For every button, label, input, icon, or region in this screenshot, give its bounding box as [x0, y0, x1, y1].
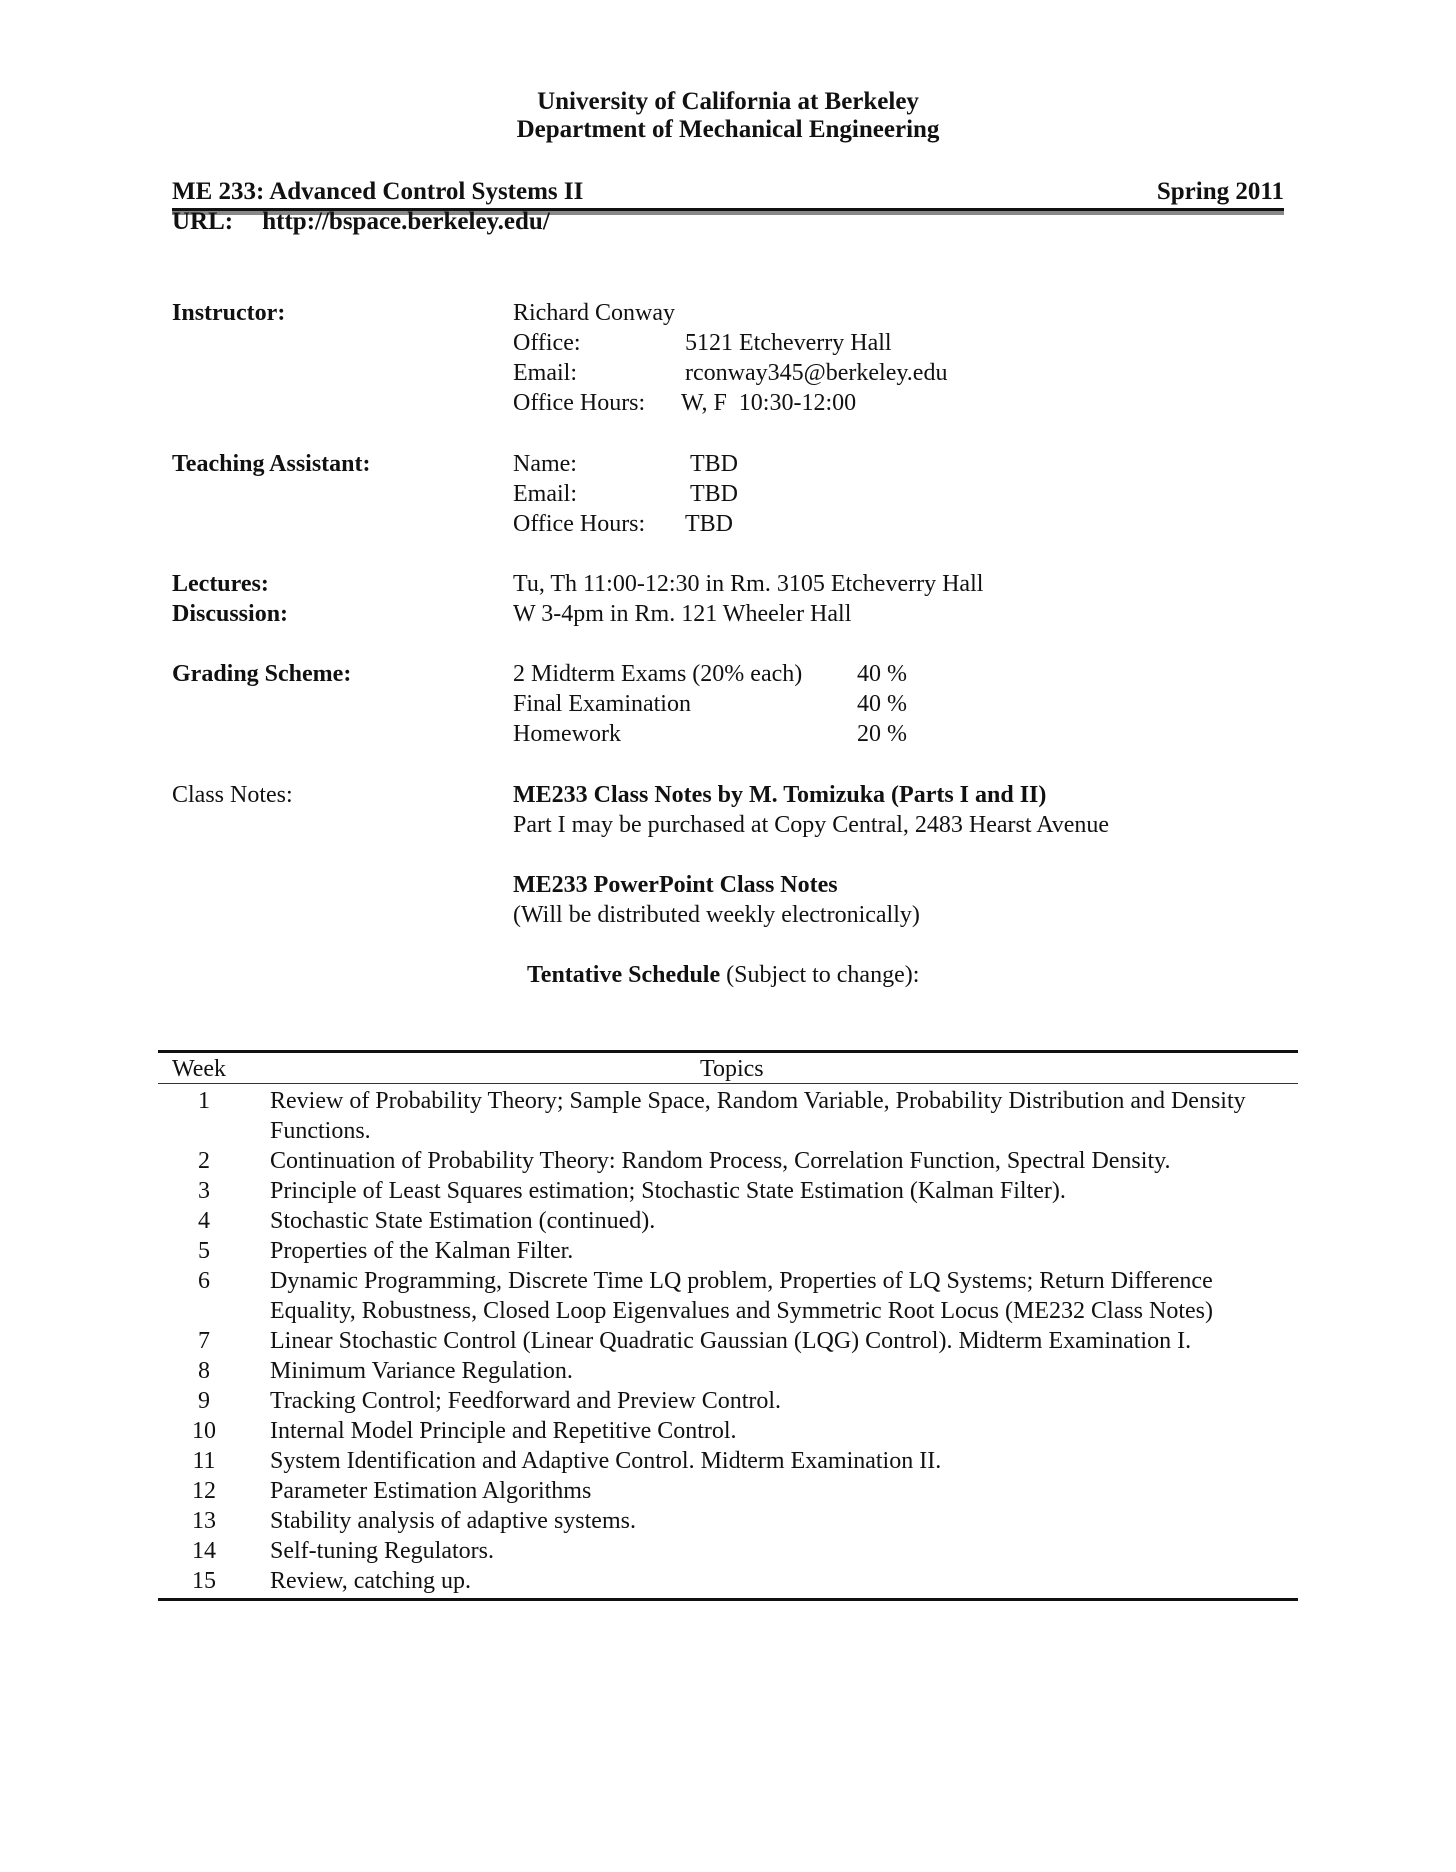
instructor-name: Richard Conway	[513, 300, 675, 326]
week-topic: Review, catching up.	[270, 1568, 472, 1594]
department-name: Department of Mechanical Engineering	[516, 116, 940, 143]
lectures-value: Tu, Th 11:00-12:30 in Rm. 3105 Etcheverry Hall	[513, 571, 984, 597]
grading-item-name: Final Examination	[513, 691, 691, 717]
week-number: 1	[198, 1088, 210, 1114]
grading-item	[513, 721, 907, 748]
week-number: 15	[192, 1568, 216, 1594]
ta-hours-label: Office Hours:	[513, 511, 646, 537]
week-topic: Continuation of Probability Theory: Random Process, Correlation Function, Spectral Density.	[270, 1148, 1171, 1174]
grading-item	[513, 661, 907, 688]
week-number: 7	[198, 1328, 210, 1354]
table-header-rule	[158, 1083, 1298, 1084]
schedule-heading	[527, 962, 919, 989]
class-notes-book-title: ME233 Class Notes by M. Tomizuka (Parts I and II)	[513, 782, 1047, 808]
week-number: 10	[192, 1418, 216, 1444]
grading-item-name: 2 Midterm Exams (20% each)	[513, 661, 803, 687]
week-number: 12	[192, 1478, 216, 1504]
course-title: ME 233: Advanced Control Systems II	[172, 178, 584, 205]
class-notes-label: Class Notes:	[172, 782, 293, 808]
url-label: URL:	[172, 208, 234, 235]
week-topic: Stochastic State Estimation (continued).	[270, 1208, 656, 1234]
week-topic: Self-tuning Regulators.	[270, 1538, 494, 1564]
table-bottom-rule	[158, 1598, 1298, 1601]
column-header-topics: Topics	[700, 1056, 764, 1082]
instructor-hours: W, F 10:30-12:00	[681, 390, 857, 416]
ta-hours-row	[513, 511, 733, 538]
week-topic: Linear Stochastic Control (Linear Quadratic Gaussian (LQG) Control). Midterm Examination I.	[270, 1328, 1192, 1354]
week-number: 13	[192, 1508, 216, 1534]
email-label: Email:	[513, 360, 577, 386]
discussion-label: Discussion:	[172, 601, 289, 627]
column-header-week: Week	[172, 1056, 227, 1082]
instructor-hours-row	[513, 390, 856, 417]
week-topic: Stability analysis of adaptive systems.	[270, 1508, 636, 1534]
course-url-row	[172, 208, 550, 236]
week-topic: System Identification and Adaptive Control. Midterm Examination II.	[270, 1448, 942, 1474]
instructor-email-row	[513, 360, 947, 387]
week-number: 5	[198, 1238, 210, 1264]
grading-label: Grading Scheme:	[172, 661, 352, 687]
ta-name-row	[513, 451, 738, 478]
grading-item-weight: 40 %	[857, 691, 907, 717]
grading-item-weight: 20 %	[857, 721, 907, 747]
university-name: University of California at Berkeley	[537, 88, 919, 115]
week-topic: Parameter Estimation Algorithms	[270, 1478, 592, 1504]
course-term: Spring 2011	[1156, 178, 1284, 205]
week-number: 14	[192, 1538, 216, 1564]
ta-name: TBD	[690, 451, 738, 477]
grading-item-name: Homework	[513, 721, 621, 747]
grading-item	[513, 691, 907, 718]
ta-email-label: Email:	[513, 481, 577, 507]
grading-item-weight: 40 %	[857, 661, 907, 687]
schedule-heading-note: (Subject to change):	[720, 962, 920, 988]
week-number: 9	[198, 1388, 210, 1414]
instructor-office: 5121 Etcheverry Hall	[685, 330, 892, 356]
schedule-heading-bold: Tentative Schedule	[527, 962, 721, 988]
week-topic: Properties of the Kalman Filter.	[270, 1238, 574, 1264]
week-topic: Dynamic Programming, Discrete Time LQ problem, Properties of LQ Systems; Return Difference Equality, Robustness, Closed Loop Eigenvalues and Symmetric Root Locus (ME232 Class Notes)	[270, 1268, 1214, 1324]
week-number: 6	[198, 1268, 210, 1294]
ta-name-label: Name:	[513, 451, 577, 477]
table-top-rule	[158, 1050, 1298, 1053]
instructor-email[interactable]: rconway345@berkeley.edu	[685, 360, 948, 386]
lectures-label: Lectures:	[172, 571, 269, 597]
course-header	[172, 175, 1284, 211]
discussion-value: W 3-4pm in Rm. 121 Wheeler Hall	[513, 601, 852, 627]
week-number: 4	[198, 1208, 210, 1234]
week-number: 3	[198, 1178, 210, 1204]
week-number: 11	[192, 1448, 216, 1474]
instructor-label: Instructor:	[172, 300, 286, 326]
ta-label: Teaching Assistant:	[172, 451, 371, 477]
course-url-link[interactable]: http://bspace.berkeley.edu/	[262, 208, 550, 235]
week-topic: Review of Probability Theory; Sample Space, Random Variable, Probability Distribution and Density Functions.	[270, 1088, 1246, 1144]
week-topic: Tracking Control; Feedforward and Preview Control.	[270, 1388, 782, 1414]
instructor-office-row	[513, 330, 892, 357]
week-number: 2	[198, 1148, 210, 1174]
week-number: 8	[198, 1358, 210, 1384]
week-topic: Principle of Least Squares estimation; Stochastic State Estimation (Kalman Filter).	[270, 1178, 1066, 1204]
office-hours-label: Office Hours:	[513, 390, 646, 416]
class-notes-book-note: Part I may be purchased at Copy Central, 2483 Hearst Avenue	[513, 812, 1110, 838]
ppt-notes-title: ME233 PowerPoint Class Notes	[513, 872, 838, 898]
ta-email: TBD	[690, 481, 738, 507]
ta-email-row	[513, 481, 738, 508]
office-label: Office:	[513, 330, 581, 356]
week-topic: Minimum Variance Regulation.	[270, 1358, 573, 1384]
ppt-notes-note: (Will be distributed weekly electronically)	[513, 902, 920, 928]
ta-hours: TBD	[685, 511, 733, 537]
week-topic: Internal Model Principle and Repetitive Control.	[270, 1418, 737, 1444]
